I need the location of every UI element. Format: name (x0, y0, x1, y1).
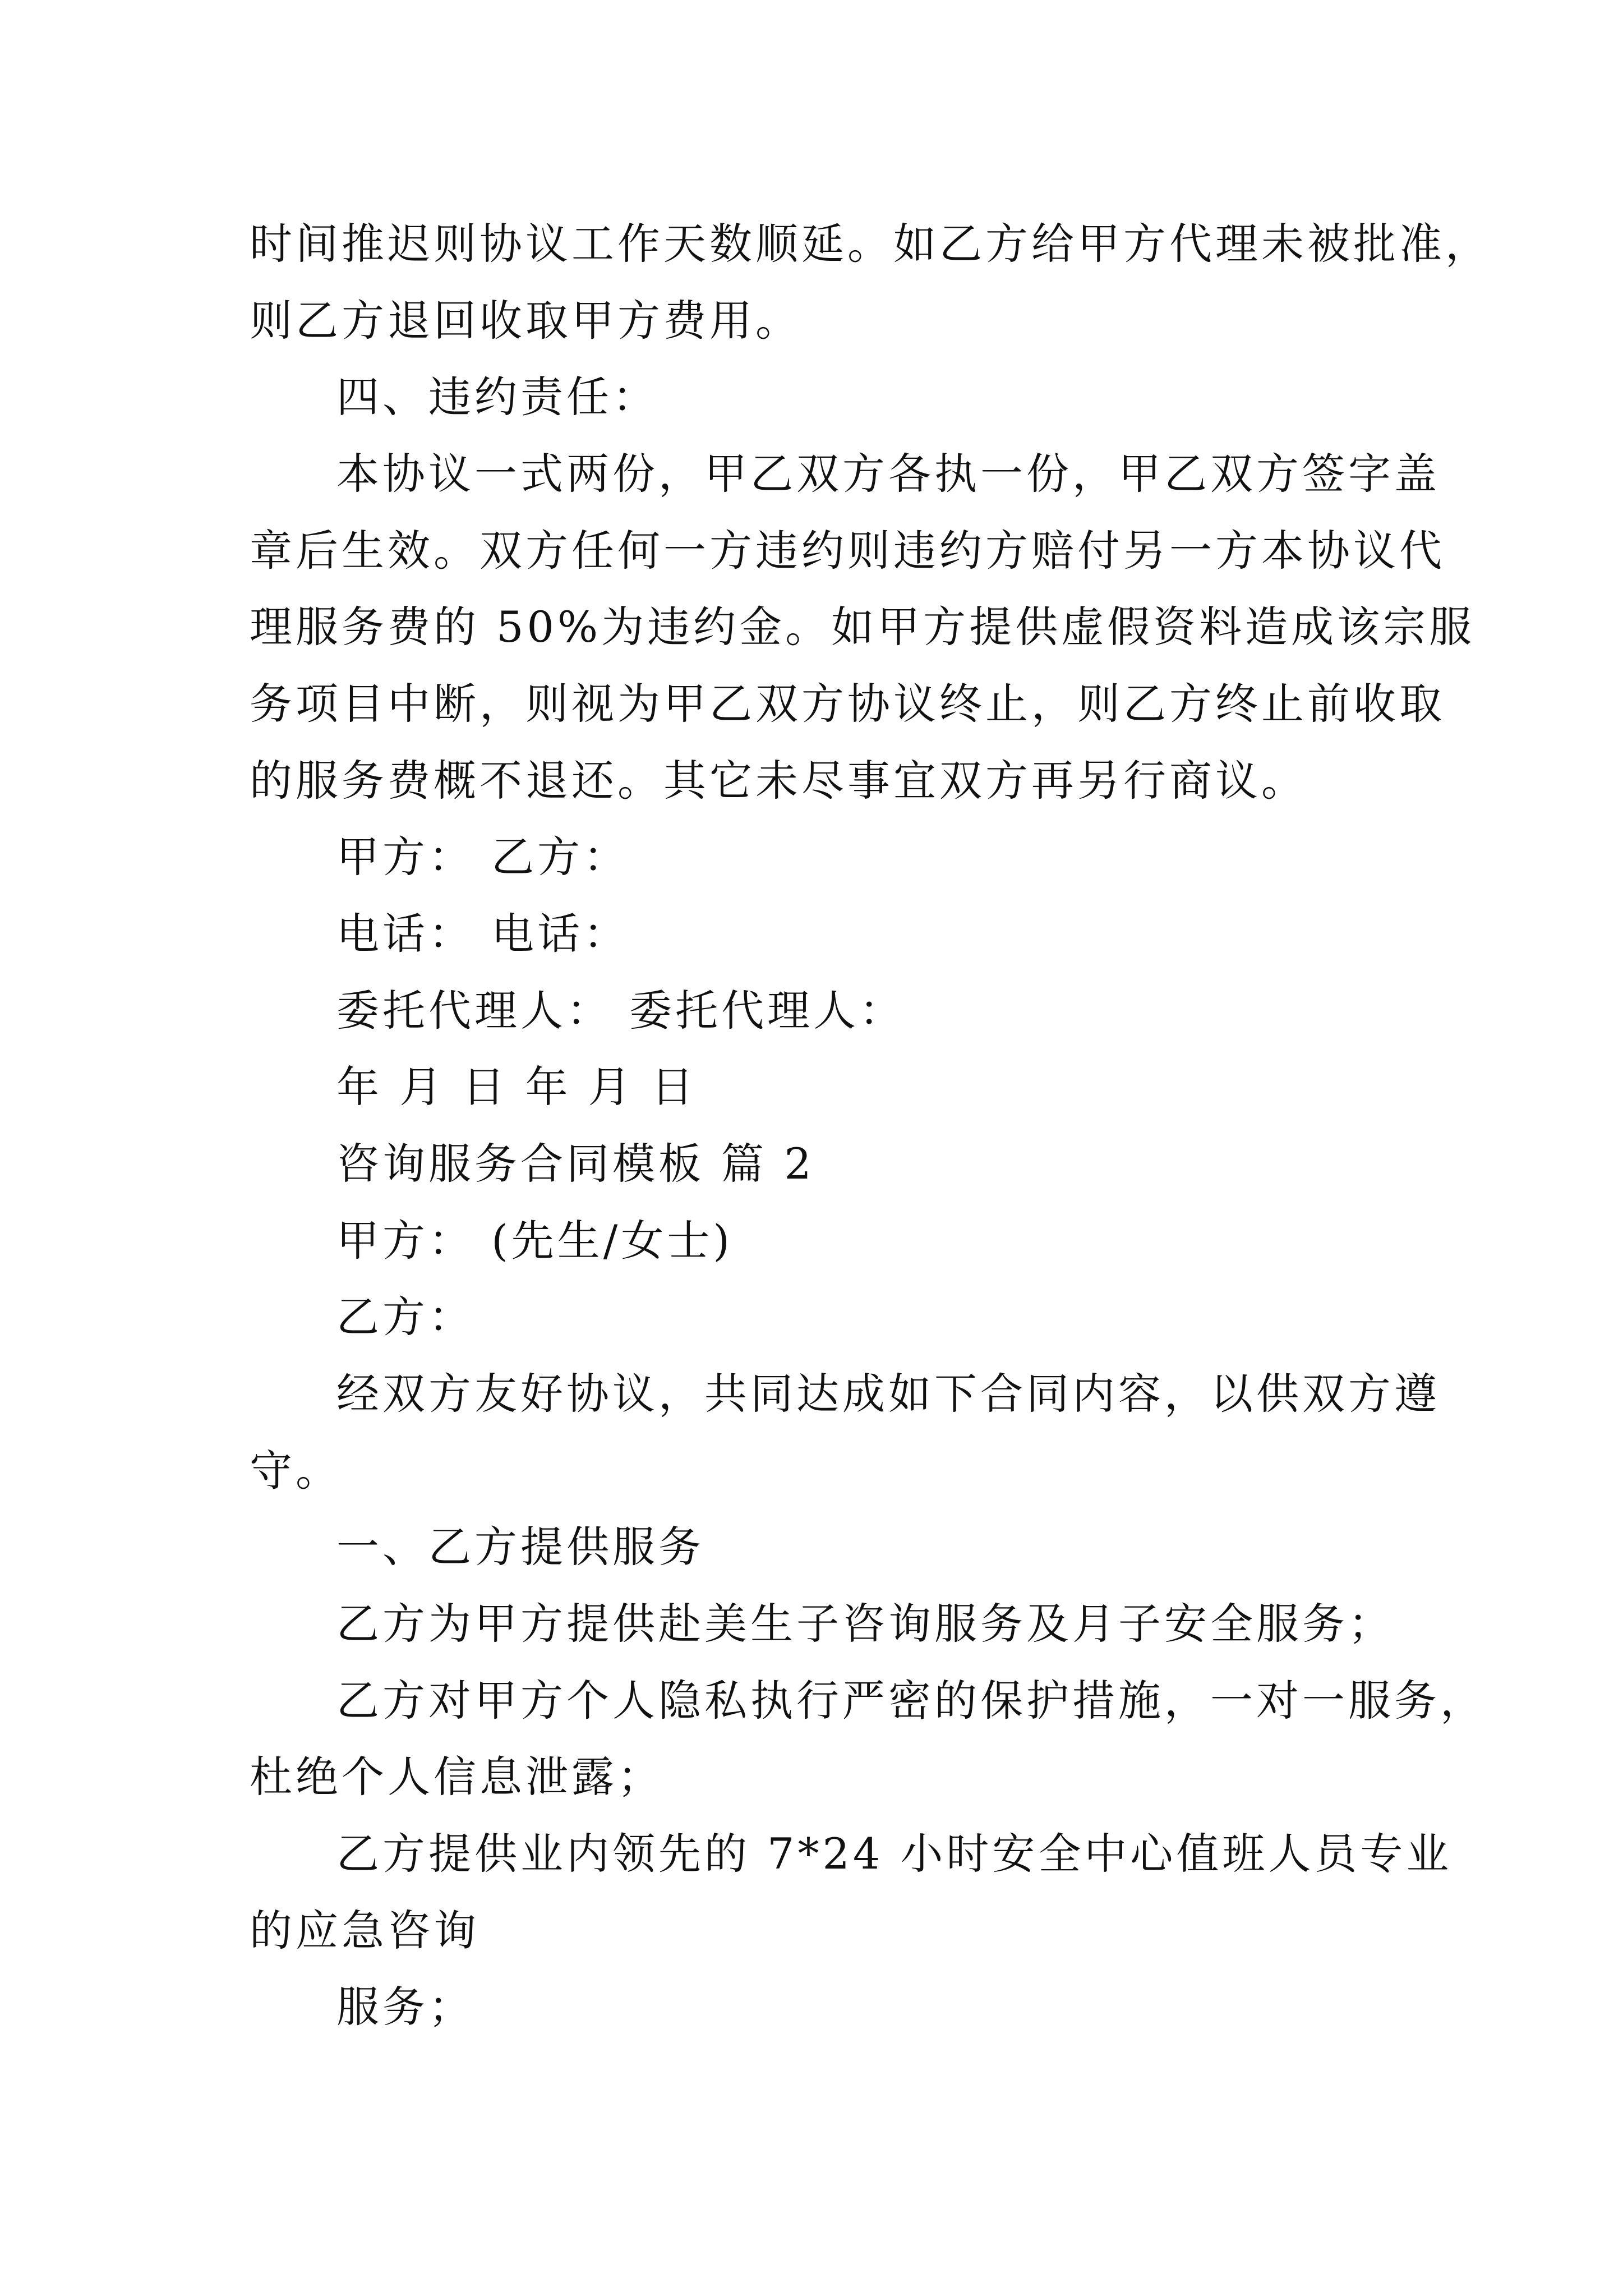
party-b-line: 乙方： (336, 1292, 474, 1342)
signature-agent-line: 委托代理人： 委托代理人： (336, 986, 906, 1036)
paragraph-line-16: 经双方友好协议，共同达成如下合同内容，以供双方遵 (336, 1369, 1440, 1419)
paragraph-line-20: 乙方对甲方个人隐私执行严密的保护措施，一对一服务， (336, 1676, 1486, 1726)
paragraph-line-8: 的服务费概不退还。其它未尽事宜双方再另行商议。 (250, 756, 1307, 806)
paragraph-line-6: 理服务费的 50%为违约金。如甲方提供虚假资料造成该宗服 (250, 602, 1476, 652)
signature-date-line: 年 月 日 年 月 日 (336, 1062, 697, 1112)
signature-party-line: 甲方： 乙方： (336, 832, 630, 882)
party-a-line: 甲方： (先生/女士) (336, 1216, 734, 1266)
signature-phone-line: 电话： 电话： (336, 909, 630, 959)
paragraph-line-5: 章后生效。双方任何一方违约则违约方赔付另一方本协议代 (250, 526, 1445, 576)
paragraph-line-23: 的应急咨询 (250, 1906, 479, 1955)
paragraph-line-17: 守。 (250, 1446, 342, 1496)
paragraph-line-21: 杜绝个人信息泄露； (250, 1752, 663, 1802)
paragraph-line-1: 时间推迟则协议工作天数顺延。如乙方给甲方代理未被批准， (250, 219, 1491, 269)
paragraph-line-22: 乙方提供业内领先的 7*24 小时安全中心值班人员专业 (336, 1829, 1453, 1879)
paragraph-line-4: 本协议一式两份，甲乙双方各执一份，甲乙双方签字盖 (336, 449, 1440, 499)
paragraph-line-2: 则乙方退回收取甲方费用。 (250, 296, 801, 346)
section-title-template-2: 咨询服务合同模板 篇 2 (336, 1139, 815, 1189)
paragraph-line-24: 服务； (336, 1982, 474, 2032)
paragraph-line-7: 务项目中断，则视为甲乙双方协议终止，则乙方终止前收取 (250, 679, 1445, 729)
section-heading-services: 一、乙方提供服务 (336, 1522, 704, 1572)
paragraph-line-19: 乙方为甲方提供赴美生子咨询服务及月子安全服务； (336, 1599, 1394, 1649)
section-heading-breach: 四、违约责任： (336, 372, 658, 422)
